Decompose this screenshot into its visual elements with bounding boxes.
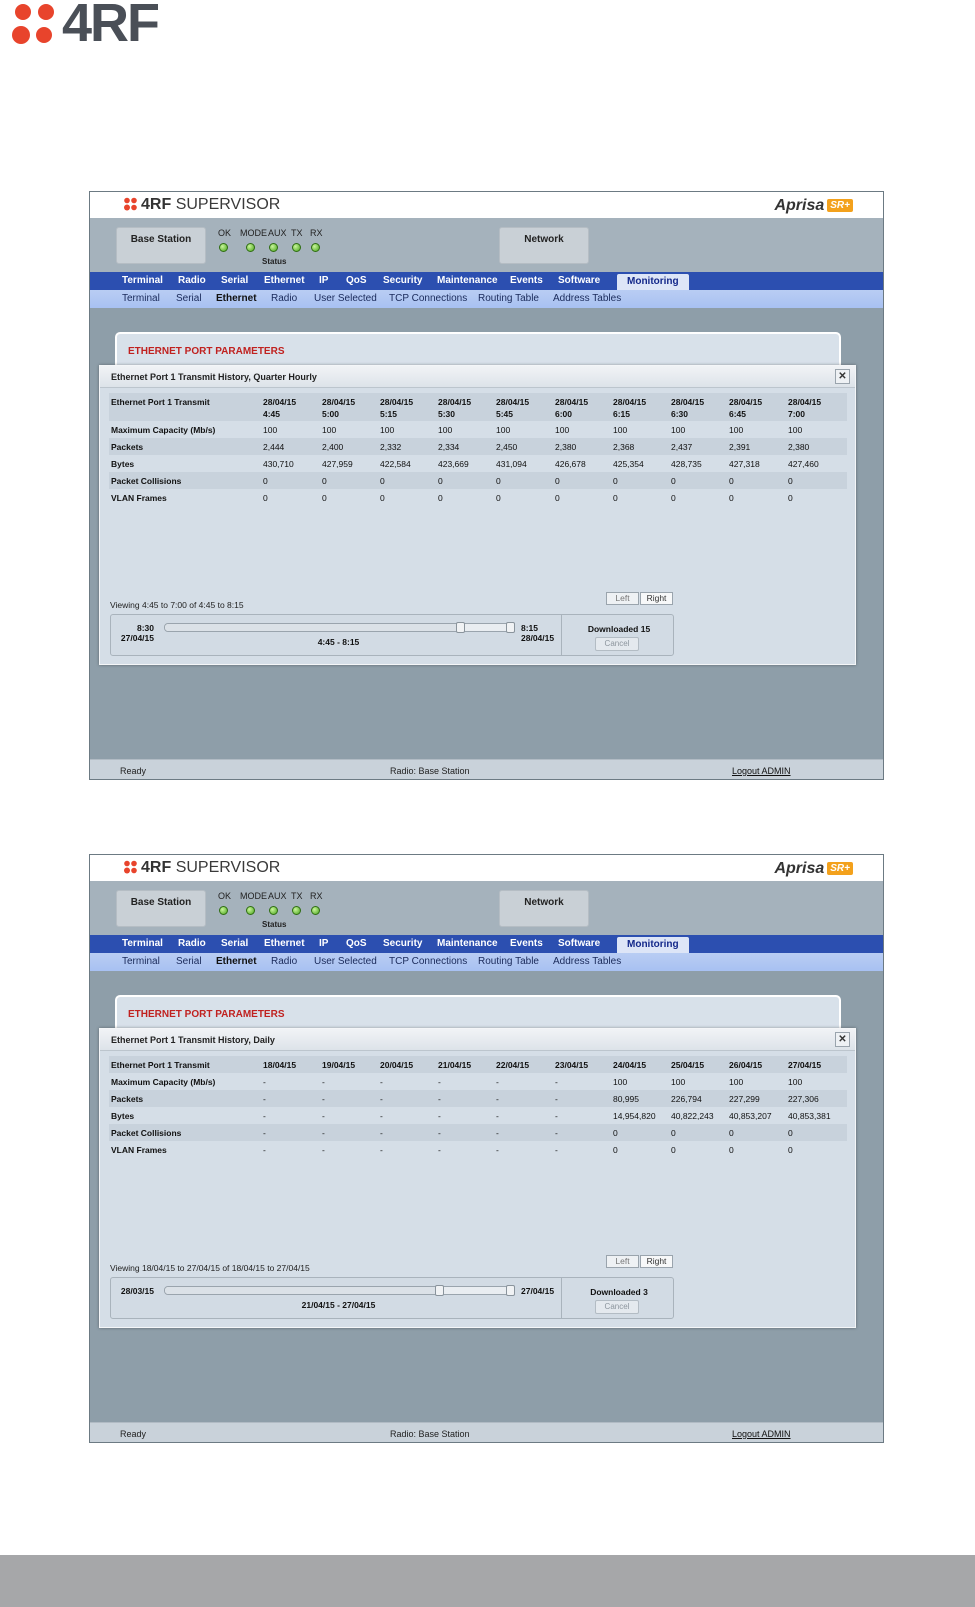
- slider-end-label: 27/04/15: [521, 1286, 555, 1296]
- right-button[interactable]: Right: [640, 1255, 673, 1268]
- led-label-ok: OK: [218, 228, 232, 238]
- divider: [561, 615, 562, 655]
- table-row: [109, 421, 847, 438]
- table-cell: 40,853,207: [729, 1111, 772, 1121]
- 4rf-dots-icon: [10, 2, 60, 46]
- table-cell: -: [496, 1111, 499, 1121]
- subnav-ethernet[interactable]: Ethernet: [216, 956, 257, 967]
- row-label: Bytes: [111, 459, 135, 469]
- sub-nav: [90, 290, 883, 308]
- nav-tab-maintenance[interactable]: Maintenance: [437, 275, 498, 286]
- table-header-label: Ethernet Port 1 Transmit: [111, 1060, 210, 1070]
- table-cell: 2,334: [438, 442, 460, 452]
- subnav-tcp-connections[interactable]: TCP Connections: [389, 956, 468, 967]
- nav-tab-security[interactable]: Security: [383, 938, 423, 949]
- table-cell: 0: [729, 1145, 734, 1155]
- column-header: 26/04/15: [729, 1060, 763, 1070]
- subnav-routing-table[interactable]: Routing Table: [478, 293, 539, 304]
- subnav-radio[interactable]: Radio: [271, 956, 298, 967]
- table-cell: -: [496, 1145, 499, 1155]
- aprisa-logo: [774, 860, 853, 878]
- table-cell: 40,822,243: [671, 1111, 714, 1121]
- table-cell: 2,444: [263, 442, 285, 452]
- table-cell: -: [438, 1111, 441, 1121]
- row-label: Maximum Capacity (Mb/s): [111, 1077, 216, 1087]
- section-title: ETHERNET PORT PARAMETERS: [128, 346, 285, 357]
- table-cell: 0: [263, 476, 268, 486]
- subnav-terminal[interactable]: Terminal: [122, 293, 160, 304]
- history-dialog: [99, 1028, 856, 1328]
- column-header: 27/04/15: [788, 1060, 822, 1070]
- downloaded-count: Downloaded 15: [587, 624, 651, 634]
- table-row: [109, 489, 847, 506]
- table-cell: -: [380, 1094, 383, 1104]
- table-cell: 0: [496, 493, 501, 503]
- table-cell: 0: [380, 476, 385, 486]
- table-cell: 100: [671, 425, 686, 435]
- table-cell: 0: [438, 493, 443, 503]
- subnav-serial[interactable]: Serial: [176, 956, 202, 967]
- table-cell: 100: [263, 425, 278, 435]
- led-aux-icon: [269, 906, 278, 915]
- status-ready: Ready: [120, 1429, 147, 1439]
- table-row: [109, 1124, 847, 1141]
- 4rf-small-dots-icon: [123, 860, 141, 874]
- row-label: Packet Collisions: [111, 1128, 182, 1138]
- table-cell: 100: [496, 425, 511, 435]
- table-cell: 226,794: [671, 1094, 702, 1104]
- table-cell: 80,995: [613, 1094, 639, 1104]
- table-cell: 425,354: [613, 459, 644, 469]
- nav-tab-monitoring[interactable]: Monitoring: [617, 274, 689, 290]
- subnav-address-tables[interactable]: Address Tables: [553, 956, 622, 967]
- table-row: [109, 1141, 847, 1158]
- table-cell: 0: [729, 476, 734, 486]
- table-cell: -: [555, 1145, 558, 1155]
- led-ok-icon: [219, 906, 228, 915]
- history-table: [109, 393, 847, 506]
- table-cell: 227,306: [788, 1094, 819, 1104]
- row-label: VLAN Frames: [111, 1145, 167, 1155]
- nav-tab-qos[interactable]: QoS: [346, 275, 367, 286]
- row-label: Packet Collisions: [111, 476, 182, 486]
- table-cell: 100: [322, 425, 337, 435]
- table-cell: -: [263, 1077, 266, 1087]
- table-cell: 427,318: [729, 459, 760, 469]
- row-label: Maximum Capacity (Mb/s): [111, 425, 216, 435]
- table-cell: -: [380, 1111, 383, 1121]
- aprisa-badge: SR+: [827, 862, 853, 875]
- table-cell: 0: [671, 493, 676, 503]
- table-cell: 2,332: [380, 442, 402, 452]
- dialog-title: Ethernet Port 1 Transmit History, Quarter Hourly: [100, 366, 855, 388]
- table-cell: 423,669: [438, 459, 469, 469]
- table-cell: 100: [555, 425, 570, 435]
- viewing-range-text: Viewing 4:45 to 7:00 of 4:45 to 8:15: [110, 600, 244, 610]
- table-cell: 0: [555, 476, 560, 486]
- table-cell: -: [322, 1128, 325, 1138]
- table-cell: 0: [380, 493, 385, 503]
- left-button[interactable]: Left: [606, 592, 639, 605]
- table-cell: 100: [788, 425, 803, 435]
- led-label-rx: RX: [310, 228, 323, 238]
- nav-tab-maintenance[interactable]: Maintenance: [437, 938, 498, 949]
- column-header: 23/04/15: [555, 1060, 589, 1070]
- status-bar: [90, 1422, 883, 1443]
- table-cell: 2,450: [496, 442, 518, 452]
- row-label: VLAN Frames: [111, 493, 167, 503]
- led-mode-icon: [246, 243, 255, 252]
- nav-tab-terminal[interactable]: Terminal: [122, 938, 163, 949]
- column-header: 28/04/15 6:45: [729, 397, 763, 419]
- slider-start-label: 28/03/15: [120, 1286, 154, 1296]
- base-station-button[interactable]: Base Station: [116, 227, 206, 264]
- slider-range-label: 4:45 - 8:15: [317, 637, 360, 647]
- table-cell: 0: [613, 1128, 618, 1138]
- column-header: 19/04/15: [322, 1060, 356, 1070]
- column-header: 28/04/15 7:00: [788, 397, 822, 419]
- brand-prefix: 4RF: [141, 859, 172, 876]
- nav-tab-events[interactable]: Events: [510, 275, 543, 286]
- led-label-tx: TX: [291, 891, 303, 901]
- table-header-row: [109, 393, 847, 421]
- nav-tab-terminal[interactable]: Terminal: [122, 275, 163, 286]
- subnav-user-selected[interactable]: User Selected: [314, 956, 377, 967]
- table-cell: -: [438, 1128, 441, 1138]
- subnav-terminal[interactable]: Terminal: [122, 956, 160, 967]
- close-icon[interactable]: ✕: [835, 369, 850, 384]
- nav-tab-serial[interactable]: Serial: [221, 275, 249, 286]
- divider: [561, 1278, 562, 1318]
- app-header: [90, 855, 883, 935]
- table-cell: -: [555, 1094, 558, 1104]
- table-cell: -: [263, 1094, 266, 1104]
- slider-selection: [165, 1287, 439, 1294]
- table-cell: 0: [671, 1128, 676, 1138]
- nav-tab-radio[interactable]: Radio: [178, 938, 206, 949]
- led-aux-icon: [269, 243, 278, 252]
- subnav-user-selected[interactable]: User Selected: [314, 293, 377, 304]
- slider-range-label: 21/04/15 - 27/04/15: [301, 1300, 376, 1310]
- nav-tab-ethernet[interactable]: Ethernet: [264, 938, 305, 949]
- led-tx-icon: [292, 243, 301, 252]
- table-cell: 0: [322, 493, 327, 503]
- nav-tab-software[interactable]: Software: [558, 275, 601, 286]
- table-cell: -: [555, 1077, 558, 1087]
- table-cell: 0: [788, 476, 793, 486]
- slider-thumb-start[interactable]: [456, 622, 465, 633]
- table-cell: -: [263, 1128, 266, 1138]
- nav-tab-serial[interactable]: Serial: [221, 938, 249, 949]
- row-label: Bytes: [111, 1111, 135, 1121]
- slider-track[interactable]: [164, 1286, 513, 1295]
- column-header: 21/04/15: [438, 1060, 472, 1070]
- led-label-tx: TX: [291, 228, 303, 238]
- status-radio: Radio: Base Station: [390, 1429, 470, 1439]
- table-cell: -: [263, 1111, 266, 1121]
- table-cell: -: [322, 1145, 325, 1155]
- slider-thumb-end[interactable]: [506, 622, 515, 633]
- brand-bar: [90, 855, 883, 881]
- table-cell: 0: [613, 493, 618, 503]
- aprisa-badge: SR+: [827, 199, 853, 212]
- table-cell: 2,380: [788, 442, 810, 452]
- table-cell: 100: [788, 1077, 803, 1087]
- time-range-slider: [110, 614, 674, 656]
- table-cell: -: [496, 1077, 499, 1087]
- column-header: 28/04/15 5:45: [496, 397, 530, 419]
- column-header: 28/04/15 6:30: [671, 397, 705, 419]
- cancel-button[interactable]: Cancel: [595, 1300, 639, 1314]
- table-cell: 427,460: [788, 459, 819, 469]
- table-header-label: Ethernet Port 1 Transmit: [111, 397, 210, 407]
- table-cell: 0: [788, 1128, 793, 1138]
- slider-selection: [165, 624, 460, 631]
- viewing-range-text: Viewing 18/04/15 to 27/04/15 of 18/04/15 to 27/04/15: [110, 1263, 310, 1273]
- table-cell: 0: [263, 493, 268, 503]
- 4rf-logo: [10, 0, 210, 53]
- time-range-slider: [110, 1277, 674, 1319]
- table-cell: 0: [555, 493, 560, 503]
- logout-link[interactable]: Logout ADMIN: [732, 1429, 791, 1439]
- nav-tab-radio[interactable]: Radio: [178, 275, 206, 286]
- slider-end-label: 8:15 28/04/15: [521, 623, 555, 643]
- nav-tab-events[interactable]: Events: [510, 938, 543, 949]
- status-leds: [218, 228, 338, 268]
- table-cell: -: [555, 1128, 558, 1138]
- table-cell: -: [322, 1094, 325, 1104]
- table-cell: -: [263, 1145, 266, 1155]
- history-table: [109, 1056, 847, 1158]
- table-cell: -: [380, 1145, 383, 1155]
- table-cell: 0: [671, 1145, 676, 1155]
- screenshot-daily: [89, 854, 884, 1443]
- aprisa-logo: [774, 197, 853, 215]
- column-header: 28/04/15 4:45: [263, 397, 297, 419]
- subnav-radio[interactable]: Radio: [271, 293, 298, 304]
- subnav-ethernet[interactable]: Ethernet: [216, 293, 257, 304]
- right-button[interactable]: Right: [640, 592, 673, 605]
- column-header: 28/04/15 6:00: [555, 397, 589, 419]
- base-station-button[interactable]: Base Station: [116, 890, 206, 927]
- nav-tab-ethernet[interactable]: Ethernet: [264, 275, 305, 286]
- status-label: Status: [262, 920, 287, 929]
- table-cell: 227,299: [729, 1094, 760, 1104]
- table-cell: -: [438, 1094, 441, 1104]
- 4rf-small-dots-icon: [123, 197, 141, 211]
- status-bar: [90, 759, 883, 780]
- table-cell: 431,094: [496, 459, 527, 469]
- table-cell: -: [496, 1128, 499, 1138]
- nav-tab-security[interactable]: Security: [383, 275, 423, 286]
- slider-thumb-end[interactable]: [506, 1285, 515, 1296]
- table-cell: 422,584: [380, 459, 411, 469]
- logout-link[interactable]: Logout ADMIN: [732, 766, 791, 776]
- screenshot-quarter-hourly: [89, 191, 884, 780]
- aprisa-text: Aprisa: [774, 860, 825, 877]
- downloaded-count: Downloaded 3: [590, 1287, 648, 1297]
- table-cell: 2,437: [671, 442, 693, 452]
- table-cell: 100: [671, 1077, 686, 1087]
- slider-start-label: 8:30 27/04/15: [120, 623, 154, 643]
- main-nav: [90, 935, 883, 953]
- column-header: 22/04/15: [496, 1060, 530, 1070]
- dialog-title: Ethernet Port 1 Transmit History, Daily: [100, 1029, 855, 1051]
- brand-prefix: 4RF: [141, 196, 172, 213]
- main-nav: [90, 272, 883, 290]
- led-label-ok: OK: [218, 891, 232, 901]
- table-cell: 40,853,381: [788, 1111, 831, 1121]
- table-row: [109, 455, 847, 472]
- subnav-tcp-connections[interactable]: TCP Connections: [389, 293, 468, 304]
- table-cell: 428,735: [671, 459, 702, 469]
- supervisor-logo: [123, 859, 280, 877]
- led-label-aux: AUX: [268, 228, 287, 238]
- led-rx-icon: [311, 906, 320, 915]
- table-cell: 100: [613, 425, 628, 435]
- app-header: [90, 192, 883, 272]
- table-cell: -: [380, 1128, 383, 1138]
- led-rx-icon: [311, 243, 320, 252]
- table-cell: 2,380: [555, 442, 577, 452]
- table-row: [109, 1107, 847, 1124]
- subnav-serial[interactable]: Serial: [176, 293, 202, 304]
- table-cell: -: [496, 1094, 499, 1104]
- table-cell: 2,391: [729, 442, 751, 452]
- nav-tab-qos[interactable]: QoS: [346, 938, 367, 949]
- table-cell: 100: [613, 1077, 628, 1087]
- table-cell: -: [438, 1077, 441, 1087]
- column-header: 20/04/15: [380, 1060, 414, 1070]
- table-cell: 14,954,820: [613, 1111, 656, 1121]
- brand-product: SUPERVISOR: [175, 859, 281, 876]
- network-button[interactable]: Network: [499, 227, 589, 264]
- slider-track[interactable]: [164, 623, 513, 632]
- slider-thumb-start[interactable]: [435, 1285, 444, 1296]
- table-cell: -: [438, 1145, 441, 1155]
- history-dialog: [99, 365, 856, 665]
- table-cell: 0: [788, 1145, 793, 1155]
- table-cell: 0: [438, 476, 443, 486]
- table-cell: 0: [613, 1145, 618, 1155]
- section-title: ETHERNET PORT PARAMETERS: [128, 1009, 285, 1020]
- column-header: 18/04/15: [263, 1060, 297, 1070]
- led-tx-icon: [292, 906, 301, 915]
- table-cell: 100: [380, 425, 395, 435]
- status-radio: Radio: Base Station: [390, 766, 470, 776]
- led-mode-icon: [246, 906, 255, 915]
- table-row: [109, 472, 847, 489]
- table-cell: 100: [729, 425, 744, 435]
- table-cell: 0: [788, 493, 793, 503]
- table-cell: -: [322, 1111, 325, 1121]
- table-row: [109, 1073, 847, 1090]
- left-button[interactable]: Left: [606, 1255, 639, 1268]
- page-footer-bar: [0, 1555, 975, 1607]
- led-label-mode: MODE: [240, 891, 267, 901]
- sub-nav: [90, 953, 883, 971]
- table-header-row: [109, 1056, 847, 1073]
- nav-tab-software[interactable]: Software: [558, 938, 601, 949]
- nav-tab-ip[interactable]: IP: [319, 275, 329, 286]
- close-icon[interactable]: ✕: [835, 1032, 850, 1047]
- table-cell: -: [555, 1111, 558, 1121]
- nav-tab-ip[interactable]: IP: [319, 938, 329, 949]
- column-header: 28/04/15 6:15: [613, 397, 647, 419]
- column-header: 25/04/15: [671, 1060, 705, 1070]
- table-cell: 0: [496, 476, 501, 486]
- led-label-mode: MODE: [240, 228, 267, 238]
- table-cell: 430,710: [263, 459, 294, 469]
- row-label: Packets: [111, 442, 144, 452]
- column-header: 28/04/15 5:00: [322, 397, 356, 419]
- led-label-rx: RX: [310, 891, 323, 901]
- led-ok-icon: [219, 243, 228, 252]
- table-cell: 426,678: [555, 459, 586, 469]
- column-header: 28/04/15 5:15: [380, 397, 414, 419]
- subnav-routing-table[interactable]: Routing Table: [478, 956, 539, 967]
- status-label: Status: [262, 257, 287, 266]
- table-cell: 0: [613, 476, 618, 486]
- table-cell: 0: [322, 476, 327, 486]
- table-cell: 0: [729, 1128, 734, 1138]
- table-cell: 0: [729, 493, 734, 503]
- row-label: Packets: [111, 1094, 144, 1104]
- 4rf-logo-text: 4RF: [62, 0, 159, 53]
- table-cell: 2,368: [613, 442, 635, 452]
- subnav-address-tables[interactable]: Address Tables: [553, 293, 622, 304]
- table-cell: 100: [729, 1077, 744, 1087]
- supervisor-logo: [123, 196, 280, 214]
- brand-bar: [90, 192, 883, 218]
- status-leds: [218, 891, 338, 931]
- table-row: [109, 438, 847, 455]
- brand-product: SUPERVISOR: [175, 196, 281, 213]
- table-cell: 2,400: [322, 442, 344, 452]
- cancel-button[interactable]: Cancel: [595, 637, 639, 651]
- table-cell: 100: [438, 425, 453, 435]
- led-label-aux: AUX: [268, 891, 287, 901]
- aprisa-text: Aprisa: [774, 197, 825, 214]
- table-cell: -: [380, 1077, 383, 1087]
- column-header: 24/04/15: [613, 1060, 647, 1070]
- status-ready: Ready: [120, 766, 147, 776]
- column-header: 28/04/15 5:30: [438, 397, 472, 419]
- nav-tab-monitoring[interactable]: Monitoring: [617, 937, 689, 953]
- table-row: [109, 1090, 847, 1107]
- network-button[interactable]: Network: [499, 890, 589, 927]
- table-cell: 427,959: [322, 459, 353, 469]
- table-cell: 0: [671, 476, 676, 486]
- table-cell: -: [322, 1077, 325, 1087]
